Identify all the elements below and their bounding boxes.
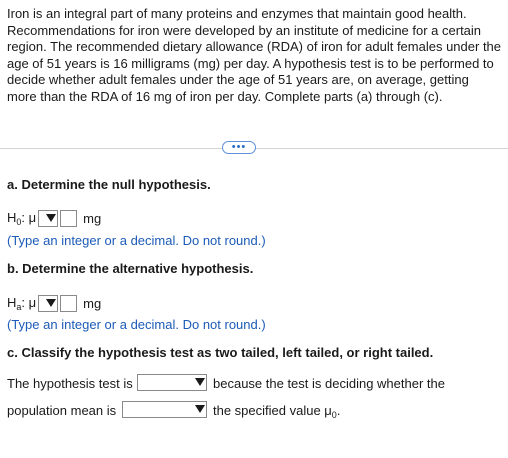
null-unit-label: mg (83, 211, 102, 226)
specified-value-label: the specified value $\mu_0$. (213, 403, 341, 420)
population-mean-relation-select[interactable] (122, 401, 207, 418)
part-a-hint: (Type an integer or a decimal. Do not round.) (7, 233, 266, 248)
alternative-value-input[interactable] (60, 295, 77, 312)
problem-statement: Iron is an integral part of many proteins and enzymes that maintain good health. Recommendations for iron were developed by an institute of medicine for a certain region. The recommended dietary allowance (RDA) of iron for adult females under the age of 51 years is 16 milligrams (mg) per day. A hypothesis test is to be performed to decide whether adult females under the age of 51 years are, on average, getting more than the RDA of 16 mg of iron per day. Complete parts (a) through (c). (7, 6, 502, 104)
part-c-heading: c. Classify the hypothesis test as two tailed, left tailed, or right tailed. (7, 345, 434, 360)
expand-more-button[interactable]: ••• (222, 141, 256, 154)
part-b-hint: (Type an integer or a decimal. Do not round.) (7, 317, 266, 332)
part-a-heading: a. Determine the null hypothesis. (7, 177, 211, 192)
null-hypothesis-symbol: $H_0$: μ (7, 210, 37, 227)
chevron-down-icon (46, 299, 56, 307)
chevron-down-icon (195, 405, 205, 413)
population-mean-label: population mean is (7, 403, 117, 418)
alternative-hypothesis-row (7, 295, 101, 312)
test-type-select[interactable] (137, 374, 207, 391)
null-relation-select[interactable] (38, 210, 58, 227)
part-b-heading: b. Determine the alternative hypothesis. (7, 261, 254, 276)
test-type-suffix: because the test is deciding whether the (213, 376, 445, 391)
alternative-hypothesis-symbol: $H_a$: μ (7, 295, 37, 312)
chevron-down-icon (46, 214, 56, 222)
alternative-unit-label: mg (83, 296, 102, 311)
null-value-input[interactable] (60, 210, 77, 227)
chevron-down-icon (195, 378, 205, 386)
null-hypothesis-row (7, 210, 101, 227)
test-type-label: The hypothesis test is (7, 376, 133, 391)
alternative-relation-select[interactable] (38, 295, 58, 312)
